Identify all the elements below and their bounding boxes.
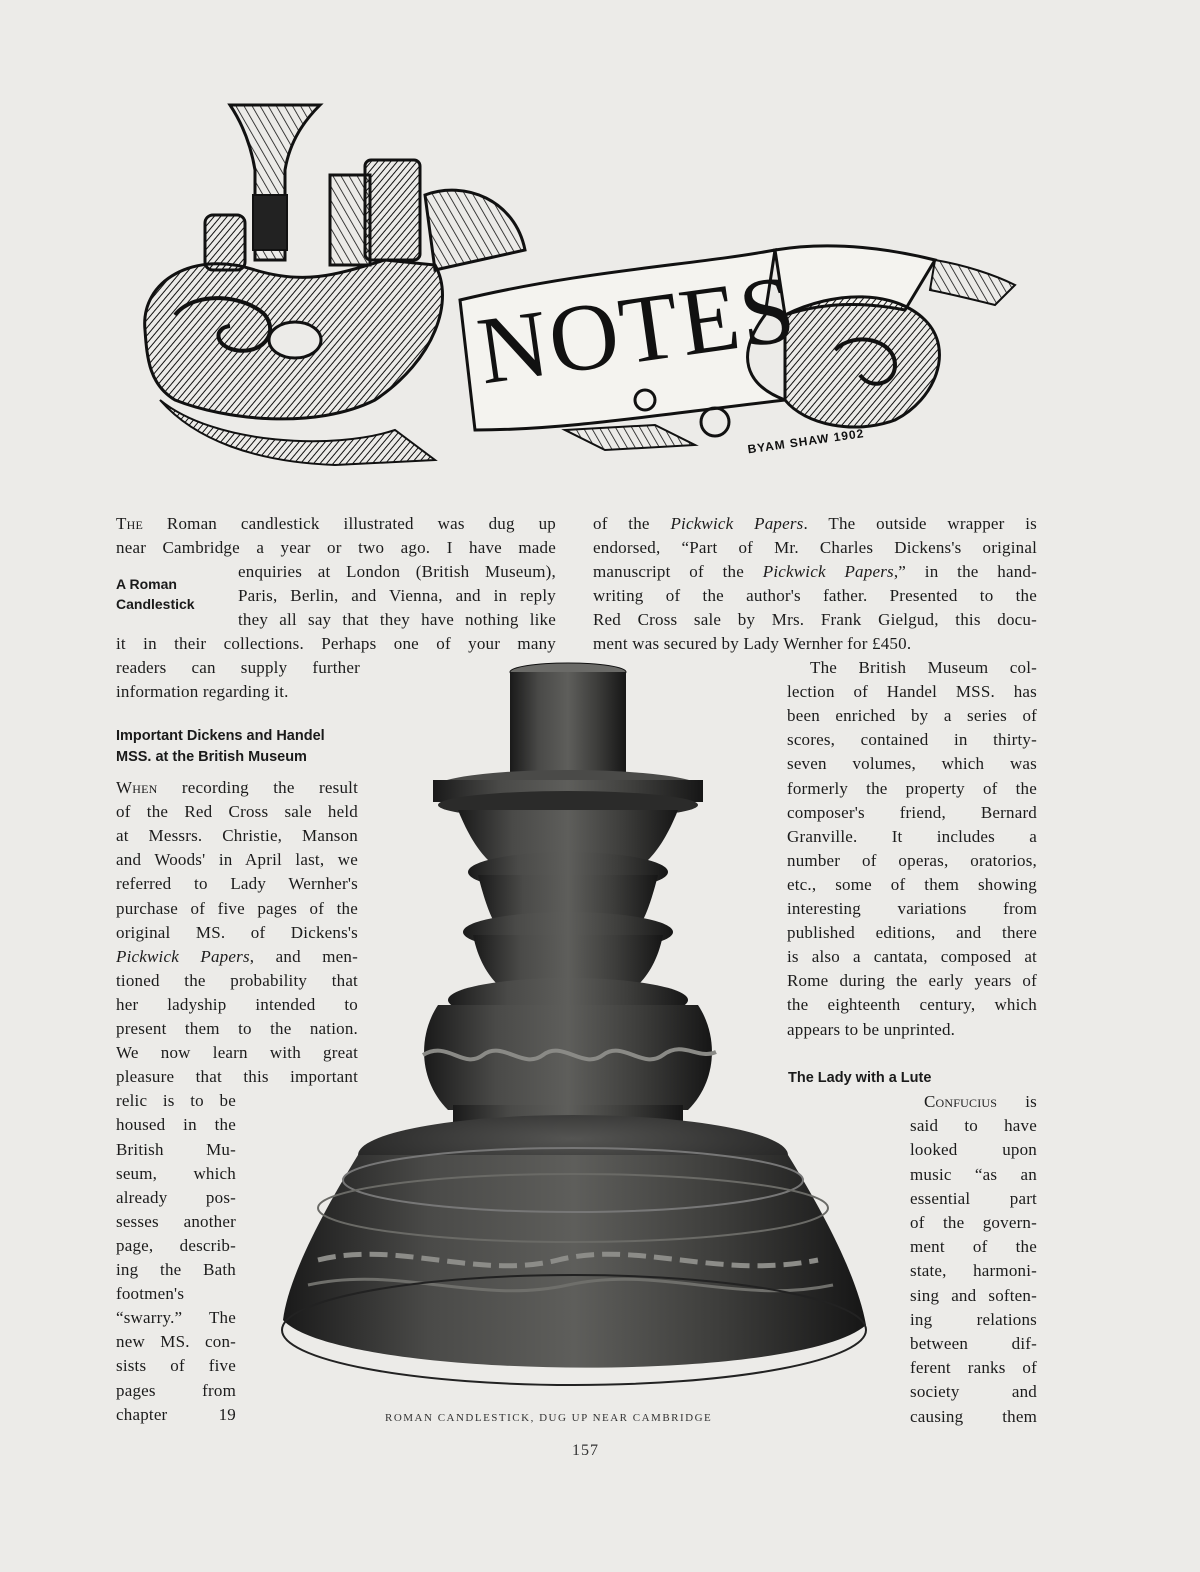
body-line: appears to be unprinted.: [787, 1019, 956, 1039]
body-line: at Messrs. Christie, Manson: [116, 826, 358, 846]
body-line: enquiries at London (British Museum),: [238, 562, 556, 581]
body-line: near Cambridge a year or two ago. I have made: [116, 538, 556, 557]
body-line: relic is to be: [116, 1091, 236, 1111]
body-line: tioned the probability that: [116, 970, 358, 990]
body-line: housed in the: [116, 1115, 236, 1135]
body-line: British Mu-: [116, 1139, 236, 1159]
body-line: her ladyship intended to: [116, 994, 358, 1014]
candlestick-svg: [278, 660, 876, 1400]
body-line: of the govern-: [910, 1213, 1037, 1232]
body-line: ment of the: [910, 1237, 1037, 1257]
body-line: formerly the property of the: [787, 778, 1037, 798]
body-line: sesses another: [116, 1211, 236, 1231]
body-line: essential part: [910, 1188, 1037, 1208]
sidenote-line: A Roman: [116, 576, 177, 592]
body-line: it in their collections. Perhaps one of your many: [116, 634, 556, 653]
body-line: scores, contained in thirty-: [787, 730, 1037, 750]
section-heading-lute: The Lady with a Lute: [788, 1070, 932, 1086]
body-line: new MS. con-: [116, 1332, 236, 1352]
body-line: looked upon: [910, 1140, 1037, 1160]
body-line: seven volumes, which was: [787, 754, 1037, 774]
candlestick-photo: [278, 660, 876, 1400]
body-line: been enriched by a series of: [787, 706, 1037, 726]
heading-line: Important Dickens and Handel: [116, 728, 325, 744]
body-line: purchase of five pages of the: [116, 898, 358, 918]
body-line: society and: [910, 1382, 1037, 1402]
body-line: Confucius is: [924, 1092, 1037, 1111]
header-ornament-svg: [135, 100, 1020, 470]
body-line: Granville. It includes a: [787, 826, 1037, 846]
figure-caption: ROMAN CANDLESTICK, DUG UP NEAR CAMBRIDGE: [385, 1412, 713, 1424]
body-line: number of operas, oratorios,: [787, 850, 1037, 870]
body-line: of the Red Cross sale held: [116, 802, 358, 822]
body-line: pleasure that this important: [116, 1067, 358, 1087]
body-line: endorsed, “Part of Mr. Charles Dickens's original: [593, 538, 1037, 557]
body-line: etc., some of them showing: [787, 874, 1037, 894]
body-line: present them to the nation.: [116, 1019, 358, 1038]
body-line: Rome during the early years of: [787, 971, 1037, 991]
body-line: the eighteenth century, which: [787, 995, 1037, 1015]
body-line: causing them: [910, 1406, 1037, 1426]
body-line: lection of Handel MSS. has: [787, 682, 1037, 702]
body-line: state, harmoni-: [910, 1261, 1037, 1281]
body-line: Paris, Berlin, and Vienna, and in reply: [238, 586, 556, 605]
artist-signature: BYAM SHAW 1902: [746, 426, 866, 457]
body-line: page, describ-: [116, 1235, 236, 1255]
sidenote-roman-candlestick: [116, 574, 231, 614]
body-line: original MS. of Dickens's: [116, 922, 358, 942]
body-line: Red Cross sale by Mrs. Frank Gielgud, this docu-: [593, 610, 1037, 629]
body-line: chapter 19: [116, 1404, 236, 1424]
body-line: ment was secured by Lady Wernher for £450.: [593, 634, 912, 653]
body-line: We now learn with great: [116, 1043, 358, 1063]
body-line: The British Museum col-: [810, 658, 1037, 677]
body-line: information regarding it.: [116, 682, 289, 701]
body-line: manuscript of the Pickwick Papers,” in the hand-: [593, 562, 1037, 581]
body-line: pages from: [116, 1380, 236, 1400]
body-line: published editions, and there: [787, 923, 1037, 943]
body-line: composer's friend, Bernard: [787, 802, 1037, 822]
body-line: of the Pickwick Papers. The outside wrapper is: [593, 514, 1037, 533]
body-line: said to have: [910, 1116, 1037, 1136]
notes-title: NOTES: [471, 254, 803, 405]
body-line: readers can supply further: [116, 658, 360, 677]
body-line: already pos-: [116, 1187, 236, 1207]
body-line: sing and soften-: [910, 1285, 1037, 1305]
body-line: interesting variations from: [787, 899, 1037, 918]
body-line: between dif-: [910, 1334, 1037, 1353]
body-line: ing relations: [910, 1309, 1037, 1329]
sidenote-line: Candlestick: [116, 596, 195, 612]
heading-line: MSS. at the British Museum: [116, 749, 307, 765]
body-line: ing the Bath: [116, 1260, 236, 1279]
header-illustration: [135, 100, 1020, 470]
body-line: The Roman candlestick illustrated was dug up: [116, 514, 556, 533]
page-number: 157: [572, 1442, 599, 1459]
body-line: sists of five: [116, 1356, 236, 1376]
body-line: footmen's: [116, 1284, 185, 1304]
body-line: is also a cantata, composed at: [787, 947, 1037, 967]
body-line: writing of the author's father. Presented to the: [593, 586, 1037, 605]
body-line: Pickwick Papers, and men-: [116, 946, 358, 966]
body-line: referred to Lady Wernher's: [116, 874, 358, 894]
body-line: seum, which: [116, 1163, 236, 1183]
body-line: “swarry.” The: [116, 1308, 236, 1328]
body-line: music “as an: [910, 1164, 1037, 1184]
body-line: they all say that they have nothing like: [238, 610, 556, 629]
body-line: When recording the result: [116, 778, 358, 797]
body-line: ferent ranks of: [910, 1358, 1037, 1378]
body-line: and Woods' in April last, we: [116, 850, 358, 870]
